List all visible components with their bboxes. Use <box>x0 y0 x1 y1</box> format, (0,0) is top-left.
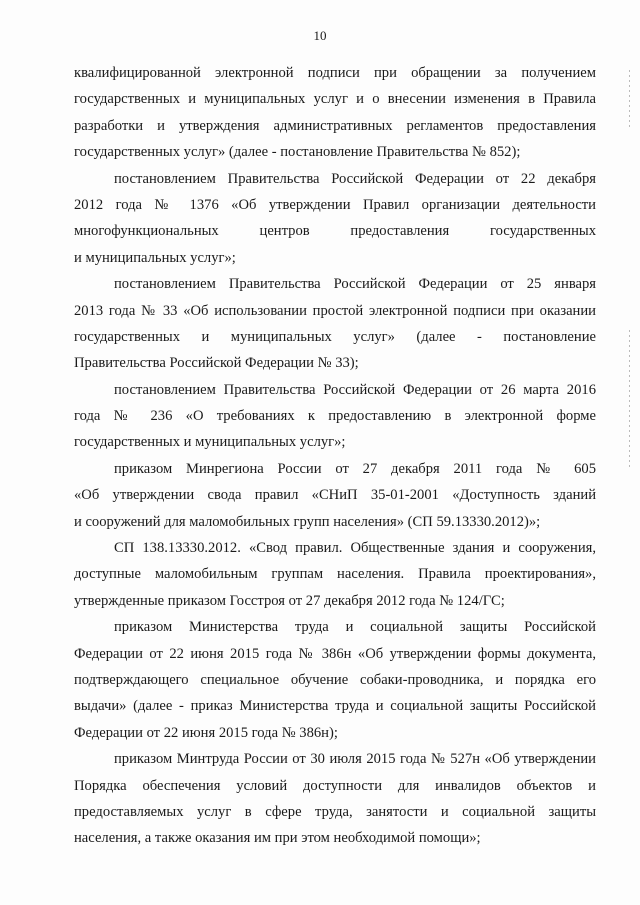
text-line: государственных и муниципальных услуг» (далее - постановление <box>74 328 596 345</box>
paragraph <box>74 166 596 272</box>
text-line: предоставляемых услуг в сфере труда, занятости и социальной защиты <box>74 803 596 820</box>
text-line: государственных и муниципальных услуг»; <box>74 434 346 451</box>
text-line: доступные маломобильным группам населения. Правила проектирования», <box>74 566 596 583</box>
text-line: выдачи» (далее - приказ Министерства труда и социальной защиты Российской <box>74 698 596 715</box>
text-line: СП 138.13330.2012. «Свод правил. Общественные здания и сооружения, <box>114 540 596 557</box>
text-line: года № 236 «О требованиях к предоставлению в электронной форме <box>74 408 596 425</box>
text-line: государственных и муниципальных услуг и о внесении изменения в Правила <box>74 91 596 108</box>
page-number: 10 <box>313 28 327 43</box>
text-line: разработки и утверждения административных регламентов предоставления <box>74 117 596 134</box>
text-line: постановлением Правительства Российской Федерации от 25 января <box>114 276 596 293</box>
text-line: утвержденные приказом Госстроя от 27 декабря 2012 года № 124/ГС; <box>74 592 505 609</box>
text-line: постановлением Правительства Российской Федерации от 22 декабря <box>114 170 596 187</box>
text-line: 2012 года № 1376 «Об утверждении Правил организации деятельности <box>74 196 596 213</box>
paragraph <box>74 377 596 456</box>
text-line: населения, а также оказания им при этом необходимой помощи»; <box>74 830 481 847</box>
scan-edge-mark <box>629 330 630 470</box>
text-line: Федерации от 22 июня 2015 года № 386н); <box>74 724 338 741</box>
text-line: приказом Минрегиона России от 27 декабря 2011 года № 605 <box>114 460 596 477</box>
text-line: и сооружений для маломобильных групп населения» (СП 59.13330.2012)»; <box>74 513 541 530</box>
paragraph <box>74 271 596 377</box>
paragraph <box>74 614 596 746</box>
text-line: государственных услуг» (далее - постановление Правительства № 852); <box>74 144 521 161</box>
text-line: Правительства Российской Федерации № 33); <box>74 355 359 372</box>
text-line: многофункциональных центров предоставления государственных <box>74 223 596 240</box>
scan-edge-mark <box>629 70 630 130</box>
text-line: постановлением Правительства Российской Федерации от 26 марта 2016 <box>114 381 596 398</box>
text-line: Порядка обеспечения условий доступности для инвалидов объектов и <box>74 777 596 794</box>
text-line: подтверждающего специальное обучение собаки-проводника, и порядка его <box>74 671 596 688</box>
text-line: 2013 года № 33 «Об использовании простой электронной подписи при оказании <box>74 302 596 319</box>
text-line: приказом Министерства труда и социальной защиты Российской <box>114 619 596 636</box>
paragraph <box>74 535 596 614</box>
paragraph <box>74 60 596 166</box>
text-line: «Об утверждении свода правил «СНиП 35-01-2001 «Доступность зданий <box>74 487 596 504</box>
text-line: квалифицированной электронной подписи при обращении за получением <box>74 65 596 81</box>
paragraph <box>74 456 596 535</box>
document-body <box>74 60 596 852</box>
text-line: приказом Минтруда России от 30 июля 2015 года № 527н «Об утверждении <box>114 751 596 768</box>
paragraph <box>74 746 596 852</box>
text-line: и муниципальных услуг»; <box>74 249 236 266</box>
text-line: Федерации от 22 июня 2015 года № 386н «Об утверждении формы документа, <box>74 645 596 662</box>
